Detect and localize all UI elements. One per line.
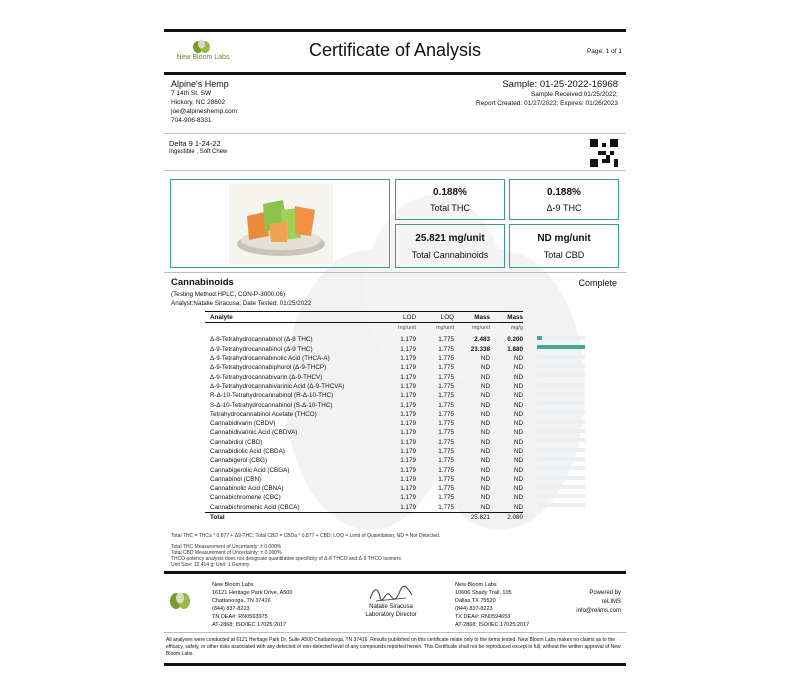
lod-value: 1.179 <box>400 429 416 437</box>
mass-unit-value: ND <box>480 364 490 372</box>
total-thc-box <box>395 179 505 220</box>
loq-value: 1.775 <box>438 448 454 455</box>
mass-g-value: ND <box>513 494 523 502</box>
mass-g-value: ND <box>513 457 523 465</box>
leaf-logo-icon <box>168 38 238 54</box>
page-number: Page: 1 of 1 <box>586 48 622 55</box>
col-mass-g: Mass <box>507 313 523 321</box>
analyte-name: Tetrahydrocannabinol Acetate (THCO) <box>210 410 317 418</box>
notes-block <box>171 533 471 568</box>
sample-received: Sample Received:01/25/2022; <box>530 91 618 98</box>
lod-value: 1.179 <box>400 466 416 474</box>
total-thc-label: Total THC <box>430 203 470 213</box>
mass-unit-value: ND <box>480 410 490 418</box>
unit-loq: mg/unit <box>435 324 454 331</box>
d9-thc-label: Δ-9 THC <box>546 203 582 213</box>
note-line-3: Total CBD Measurement of Uncertainty: ± 0.000% <box>171 550 282 556</box>
note-line-1: Total THC = THCa * 0.877 + Δ9-THC; Total CBD = CBDa * 0.877 + CBD; LOQ = Limit of Quantitation; ND = Not Detected. <box>171 533 441 539</box>
table-header-row <box>205 312 523 323</box>
d9-thc-box <box>509 179 619 220</box>
mass-g-value: ND <box>513 420 523 428</box>
mass-unit-value: ND <box>480 503 490 511</box>
concentration-bar <box>537 494 585 498</box>
analyte-name: Cannabidivarinic Acid (CBDVA) <box>210 429 298 437</box>
total-thc-value: 0.188% <box>433 187 467 198</box>
loq-value: 1.775 <box>438 336 454 344</box>
total-label: Total <box>210 514 225 522</box>
lod-value: 1.179 <box>400 401 416 409</box>
concentration-bar <box>537 429 585 433</box>
sample-block <box>440 79 618 108</box>
signer-name: Natalie Siracusa <box>369 604 413 610</box>
d9-thc-value: 0.188% <box>547 187 581 198</box>
loq-value: 1.775 <box>438 364 454 372</box>
mass-g-value: ND <box>513 475 523 483</box>
lod-value: 1.179 <box>400 475 416 483</box>
table-row <box>205 410 523 419</box>
logo-text: New Bloom Labs <box>176 54 230 61</box>
loq-value: 1.775 <box>438 410 454 418</box>
total-row <box>205 512 523 522</box>
loq-value: 1.775 <box>438 429 454 437</box>
mass-unit-value: 2.483 <box>474 336 490 344</box>
client-address1: 7 14th St. SW <box>171 90 212 97</box>
analyte-name: Δ-9-Tetrahydrocannabivarin (Δ-9-THCV) <box>210 373 323 381</box>
loq-value: 1.775 <box>438 355 454 363</box>
table-units-row <box>205 323 523 333</box>
lod-value: 1.179 <box>400 485 416 493</box>
mass-g-value: ND <box>513 364 523 372</box>
lab2-accreditation: AT-2868; ISO/IEC 17025:2017 <box>455 622 530 628</box>
table-row <box>205 456 523 465</box>
loq-value: 1.775 <box>438 345 454 353</box>
header-rule <box>164 72 626 75</box>
lab-dea: TN DEA#: RN0563975 <box>212 614 268 620</box>
client-email: joe@alpineshemp.com <box>171 108 238 115</box>
concentration-bar <box>537 410 585 414</box>
total-cbd-label: Total CBD <box>543 250 585 260</box>
analyte-name: Δ-9-Tetrahydrocannabivarinic Acid (Δ-9-THCVA) <box>210 382 345 390</box>
analyte-name: Cannabidiol (CBD) <box>210 438 263 446</box>
report-created: Report Created: 01/27/2022; Expires: 01/26/2023 <box>475 100 618 107</box>
table-row <box>205 372 523 381</box>
mass-unit-value: ND <box>480 420 490 428</box>
lab-addr1: 16121 Heritage Park Drive, A500 <box>212 590 293 596</box>
lod-value: 1.179 <box>400 448 416 455</box>
analyte-name: S-Δ-10-Tetrahydrocannabinol (S-Δ-10-THC) <box>210 401 333 409</box>
table-row <box>205 363 523 372</box>
concentration-bar <box>537 420 585 424</box>
lab2-phone: (844) 837-8223 <box>455 606 493 612</box>
unit-mass-g: mg/g <box>510 324 523 331</box>
product-type: Ingestible , Soft Chew <box>169 149 228 155</box>
analyte-name: Cannabinolic Acid (CBNA) <box>210 485 284 493</box>
analyte-name: Cannabigerol (CBG) <box>210 457 268 465</box>
lab-name: New Bloom Labs <box>212 582 254 588</box>
total-cannabinoids-box <box>395 224 505 268</box>
powered-by-block <box>560 589 621 616</box>
concentration-bar <box>537 364 585 368</box>
divider <box>164 170 626 171</box>
mass-unit-value: ND <box>480 457 490 465</box>
concentration-bar-fill <box>537 345 585 349</box>
col-analyte: Analyte <box>210 313 233 321</box>
mass-g-value: ND <box>513 382 523 390</box>
divider <box>164 133 626 134</box>
table-row <box>205 475 523 484</box>
lab-address-block <box>212 581 292 629</box>
loq-value: 1.775 <box>438 475 454 483</box>
table-row <box>205 447 523 456</box>
sample-id: Sample: 01-25-2022-16968 <box>502 79 618 90</box>
mass-unit-value: ND <box>480 429 490 437</box>
lod-value: 1.179 <box>400 364 416 372</box>
mass-unit-value: ND <box>480 475 490 483</box>
lod-value: 1.179 <box>400 373 416 381</box>
footer-leaf-logo-icon <box>167 591 193 611</box>
analyte-name: Δ-9-Tetrahydrocannabinol (Δ-9 THC) <box>210 345 313 353</box>
lab2-addr1: 10606 Shady Trail, 105 <box>455 590 512 596</box>
mass-unit-value: ND <box>480 494 490 502</box>
concentration-bar <box>537 448 585 452</box>
note-line-4: THCO potency analysis does not designate quantitative specificity of Δ-8 THCO and Δ-9 THCO isomers <box>171 556 401 562</box>
table-row <box>205 345 523 354</box>
table-row <box>205 503 523 513</box>
total-mass-g: 2.080 <box>507 514 523 522</box>
table-row <box>205 438 523 447</box>
concentration-bar <box>537 438 585 442</box>
lab-accreditation: AT-2868; ISO/IEC 17025:2017 <box>212 622 287 628</box>
loq-value: 1.775 <box>438 373 454 381</box>
lod-value: 1.179 <box>400 438 416 446</box>
concentration-bar <box>537 503 585 507</box>
unit-mass-unit: mg/unit <box>471 324 490 331</box>
client-phone: 704-906-8331 <box>171 117 212 124</box>
note-line-5: Unit Size: 12.414 g; Unit: 1 Gummy <box>171 562 250 568</box>
lab2-name: New Bloom Labs <box>455 582 497 588</box>
concentration-bar <box>537 485 585 489</box>
mass-g-value: ND <box>513 373 523 381</box>
mass-g-value: ND <box>513 503 523 511</box>
concentration-bar <box>537 392 585 396</box>
powered-by-brand: reLIMS <box>601 599 621 605</box>
mass-g-value: ND <box>513 355 523 363</box>
analyte-name: Cannabidiolic Acid (CBDA) <box>210 448 285 455</box>
lod-value: 1.179 <box>400 392 416 400</box>
mass-unit-value: 23.338 <box>470 345 490 353</box>
loq-value: 1.775 <box>438 382 454 390</box>
table-row <box>205 400 523 409</box>
concentration-bar <box>537 476 585 480</box>
lod-value: 1.179 <box>400 457 416 465</box>
mass-g-value: ND <box>513 466 523 474</box>
lab-logo <box>168 38 238 66</box>
table-row <box>205 484 523 493</box>
table-row <box>205 419 523 428</box>
disclaimer: All analyses were conducted at 6121 Heritage Park Dr, Suite A500 Chattanooga, TN 37416. Results published on this certificate relate only to the items tested. New Bloom Labs makes no claims as to the efficacy, safety, or other risks associated with any detected or non-detected level of any compounds reported herein. This Certificate shall not be reproduced except in full, without the written approval of New Bloom Labs. <box>166 637 621 658</box>
mass-unit-value: ND <box>480 448 490 455</box>
lab2-addr2: Dallas,TX 75520 <box>455 598 496 604</box>
mass-unit-value: ND <box>480 355 490 363</box>
concentration-bar <box>537 373 585 377</box>
analyte-name: Cannabichromenic Acid (CBCA) <box>210 503 300 511</box>
page-title: Certificate of Analysis <box>308 40 482 60</box>
mass-unit-value: ND <box>480 438 490 446</box>
lab2-dea: TX DEA#: RN0594653 <box>455 614 511 620</box>
concentration-bar <box>537 457 585 461</box>
table-row <box>205 493 523 502</box>
mass-g-value: ND <box>513 448 523 455</box>
mass-g-value: ND <box>513 401 523 409</box>
mass-unit-value: ND <box>480 466 490 474</box>
analyte-name: Cannabidivarin (CBDV) <box>210 420 276 428</box>
concentration-bar <box>537 336 585 340</box>
mass-unit-value: ND <box>480 401 490 409</box>
col-loq: LOQ <box>440 313 454 321</box>
signature <box>366 583 416 605</box>
mass-g-value: ND <box>513 485 523 493</box>
top-rule <box>164 29 626 32</box>
concentration-bar <box>537 383 585 387</box>
lod-value: 1.179 <box>400 503 416 511</box>
table-row <box>205 391 523 400</box>
lod-value: 1.179 <box>400 345 416 353</box>
mass-g-value: 0.200 <box>507 336 523 344</box>
mass-g-value: ND <box>513 429 523 437</box>
unit-lod: mg/unit <box>397 324 416 331</box>
product-image-frame <box>170 179 390 268</box>
footer-rule <box>164 571 626 574</box>
signer-title: Laboratory Director <box>365 612 417 618</box>
mass-unit-value: ND <box>480 485 490 493</box>
testing-method: (Testing Method:HPLC, CON-P-3000.06) <box>171 291 286 298</box>
mass-g-value: ND <box>513 410 523 418</box>
mass-unit-value: ND <box>480 382 490 390</box>
loq-value: 1.775 <box>438 494 454 502</box>
lod-value: 1.179 <box>400 336 416 344</box>
mass-g-value: ND <box>513 438 523 446</box>
mass-unit-value: ND <box>480 392 490 400</box>
lod-value: 1.179 <box>400 355 416 363</box>
loq-value: 1.775 <box>438 466 454 474</box>
loq-value: 1.775 <box>438 392 454 400</box>
product-block <box>169 139 227 157</box>
loq-value: 1.775 <box>438 401 454 409</box>
concentration-bar <box>537 345 585 349</box>
lab-phone: (844) 837-8223 <box>212 606 250 612</box>
results-table <box>205 311 523 522</box>
loq-value: 1.775 <box>438 438 454 446</box>
col-mass-unit: Mass <box>474 313 490 321</box>
lab-addr2: Chattanooga, TN 37416 <box>212 598 271 604</box>
divider <box>164 272 626 273</box>
cannabinoids-heading: Cannabinoids <box>171 277 234 288</box>
bottom-rule <box>164 663 626 666</box>
analyte-name: Δ-9-Tetrahydrocannabinolic Acid (THCA-A) <box>210 355 330 363</box>
analyte-name: R-Δ-10-Tetrahydrocannabinol (R-Δ-10-THC) <box>210 392 334 400</box>
lab2-address-block <box>455 581 529 629</box>
lod-value: 1.179 <box>400 420 416 428</box>
loq-value: 1.775 <box>438 420 454 428</box>
concentration-bar <box>537 355 585 359</box>
table-row <box>205 335 523 344</box>
lod-value: 1.179 <box>400 494 416 502</box>
table-row <box>205 428 523 437</box>
total-cbd-value: ND mg/unit <box>537 233 591 244</box>
lod-value: 1.179 <box>400 410 416 418</box>
analyte-name: Cannabichromene (CBC) <box>210 494 281 502</box>
total-cannabinoids-label: Total Cannabinoids <box>411 250 489 260</box>
lod-value: 1.179 <box>400 382 416 390</box>
product-photo <box>229 184 333 264</box>
note-line-2: Total THC Measurement of Uncertainty: ± 0.000% <box>171 544 282 550</box>
powered-by-email[interactable]: info@relims.com <box>576 608 621 614</box>
concentration-bar <box>537 466 585 470</box>
concentration-bar <box>537 401 585 405</box>
analyte-name: Δ-9-Tetrahydrocannabiphorol (Δ-9-THCP) <box>210 364 327 372</box>
client-address2: Hickory, NC 28602 <box>171 99 226 106</box>
mass-g-value: ND <box>513 392 523 400</box>
concentration-bar-fill <box>537 336 542 340</box>
cannabinoids-status: Complete <box>578 278 617 288</box>
analyte-name: Δ-8-Tetrahydrocannabinol (Δ-8 THC) <box>210 336 313 344</box>
product-name: Delta 9 1-24-22 <box>169 139 221 148</box>
total-cannabinoids-value: 25.821 mg/unit <box>415 233 485 244</box>
powered-by-label: Powered by <box>589 590 621 596</box>
table-row <box>205 354 523 363</box>
analyst-line: Analyst:Natalie Siracusa; Date Tested: 01/25/2022 <box>171 300 312 307</box>
loq-value: 1.775 <box>438 485 454 493</box>
qr-code-icon <box>590 139 618 167</box>
total-cbd-box <box>509 224 619 268</box>
analyte-name: Cannabinol (CBN) <box>210 475 262 483</box>
table-row <box>205 465 523 474</box>
loq-value: 1.775 <box>438 457 454 465</box>
client-name: Alpine's Hemp <box>171 79 229 89</box>
col-lod: LOD <box>403 313 416 321</box>
mass-unit-value: ND <box>480 373 490 381</box>
divider <box>164 632 626 633</box>
loq-value: 1.775 <box>438 503 454 511</box>
table-row <box>205 382 523 391</box>
client-block <box>171 79 237 125</box>
analyte-name: Cannabigerolic Acid (CBGA) <box>210 466 290 474</box>
mass-g-value: 1.880 <box>507 345 523 353</box>
total-mass-unit: 25.821 <box>470 514 490 522</box>
